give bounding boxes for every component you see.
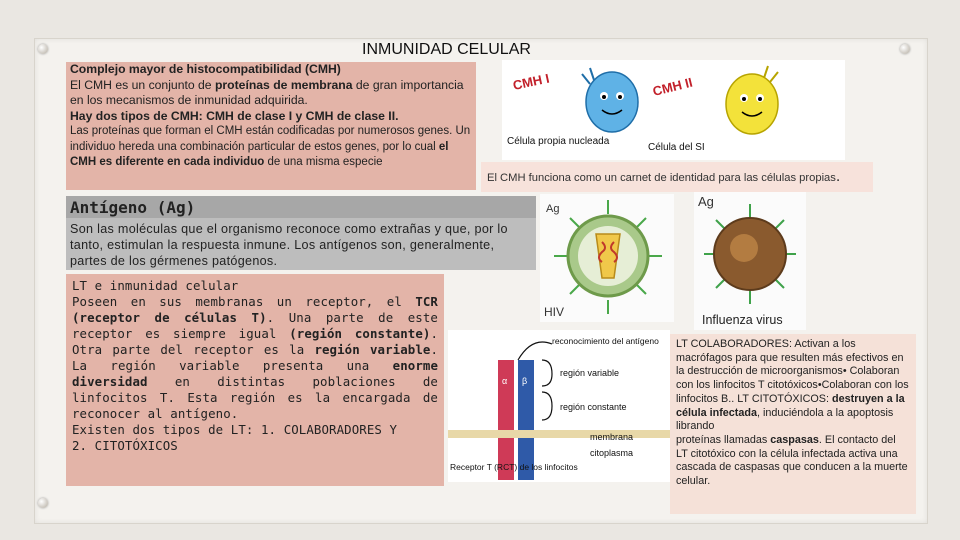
cmh-paragraph-3: Las proteínas que forman el CMH están codificadas por numerosos genes. Un individuo hereda una combinación particular de estos genes, por lo cual el CMH es diferente en cada individuo de una misma especie: [70, 125, 471, 169]
influenza-drawing: [694, 192, 806, 330]
hiv-ag-label: Ag: [546, 203, 560, 215]
tcr-drawing: [448, 330, 670, 482]
slide-title: INMUNIDAD CELULAR: [362, 41, 531, 58]
corner-pin-icon: [900, 44, 910, 54]
tcr-recognition-label: reconocimiento del antígeno: [552, 336, 659, 346]
antigen-body: Son las moléculas que el organismo reconoce como extrañas y que, por lo tanto, estimulan la respuesta inmune. Los antígenos son, generalmente, partes de los gérmenes patógenos.: [70, 222, 508, 268]
tcr-caption: Receptor T (RCT) de los linfocitos: [450, 462, 578, 472]
self-cell-icon: [582, 68, 638, 132]
cmh-cells-drawing: [502, 60, 845, 160]
beta-chain-label: β: [522, 376, 528, 386]
cmh-cells-illustration: [502, 60, 845, 160]
cmh-paragraph-1: El CMH es un conjunto de proteínas de membrana de gran importancia en los mecanismos de inmunidad adquirida.: [70, 77, 464, 108]
corner-pin-icon: [38, 498, 48, 508]
lt-types-box: LT COLABORADORES: Activan a los macrófagos para que resulten más efectivos en la destrucción de microorganismos• Colaboran con los linfocitos T citotóxicos•Colaboran con los linfocitos B.. LT CITOTÓXICOS: destruyen a la célula infectada, induciéndola a la apoptosis librando proteínas llamadas caspasas. El contacto del LT citotóxico con la célula infectada activa una cascada de caspasas que conducen a la muerte celular.: [670, 334, 916, 514]
flu-ag-label: Ag: [698, 194, 714, 209]
cmh-ii-label: CMH II: [651, 74, 694, 99]
flu-name-label: Influenza virus: [702, 313, 783, 327]
cmh-paragraph-2: Hay dos tipos de CMH: CMH de clase I y CMH de clase II.: [70, 108, 399, 123]
antigen-heading: Antígeno (Ag): [66, 196, 536, 218]
influenza-illustration: [694, 192, 806, 330]
lt-body: Poseen en sus membranas un receptor, el TCR (receptor de células T). Una parte de este receptor es siempre igual (región constante). Otra parte del receptor es la región variable. La región variable presenta una enorme diversidad en distintas poblaciones de linfocitos T. Esta región es la encargada de reconocer al antígeno.: [72, 294, 439, 421]
lt-heading: LT e inmunidad celular: [72, 278, 239, 293]
lt-types-2: 2. CITOTÓXICOS: [72, 438, 178, 453]
cytoplasm-label: citoplasma: [590, 448, 634, 458]
membrane-label: membrana: [590, 432, 634, 442]
immune-cell-icon: [726, 66, 778, 134]
lt-types: Existen dos tipos de LT: 1. COLABORADORES Y: [72, 422, 398, 437]
immune-cell-caption: Célula del SI: [648, 142, 705, 153]
corner-pin-icon: [38, 44, 48, 54]
constant-region-label: región constante: [560, 402, 627, 412]
self-cell-caption: Célula propia nucleada: [507, 136, 610, 147]
hiv-drawing: [540, 194, 674, 322]
variable-region-label: región variable: [560, 368, 620, 378]
hiv-illustration: [540, 194, 674, 322]
cmh-text-box: [66, 62, 476, 190]
antigen-box: [66, 196, 536, 270]
cmh-heading: Complejo mayor de histocompatibilidad (CMH): [70, 62, 341, 76]
cmh-i-label: CMH I: [511, 70, 551, 93]
hiv-name-label: HIV: [544, 305, 565, 319]
cmh-caption: El CMH funciona como un carnet de identidad para las células propias.: [481, 162, 873, 192]
lt-text-box: [66, 274, 444, 486]
alpha-chain-label: α: [502, 376, 508, 386]
tcr-diagram: [448, 330, 670, 482]
